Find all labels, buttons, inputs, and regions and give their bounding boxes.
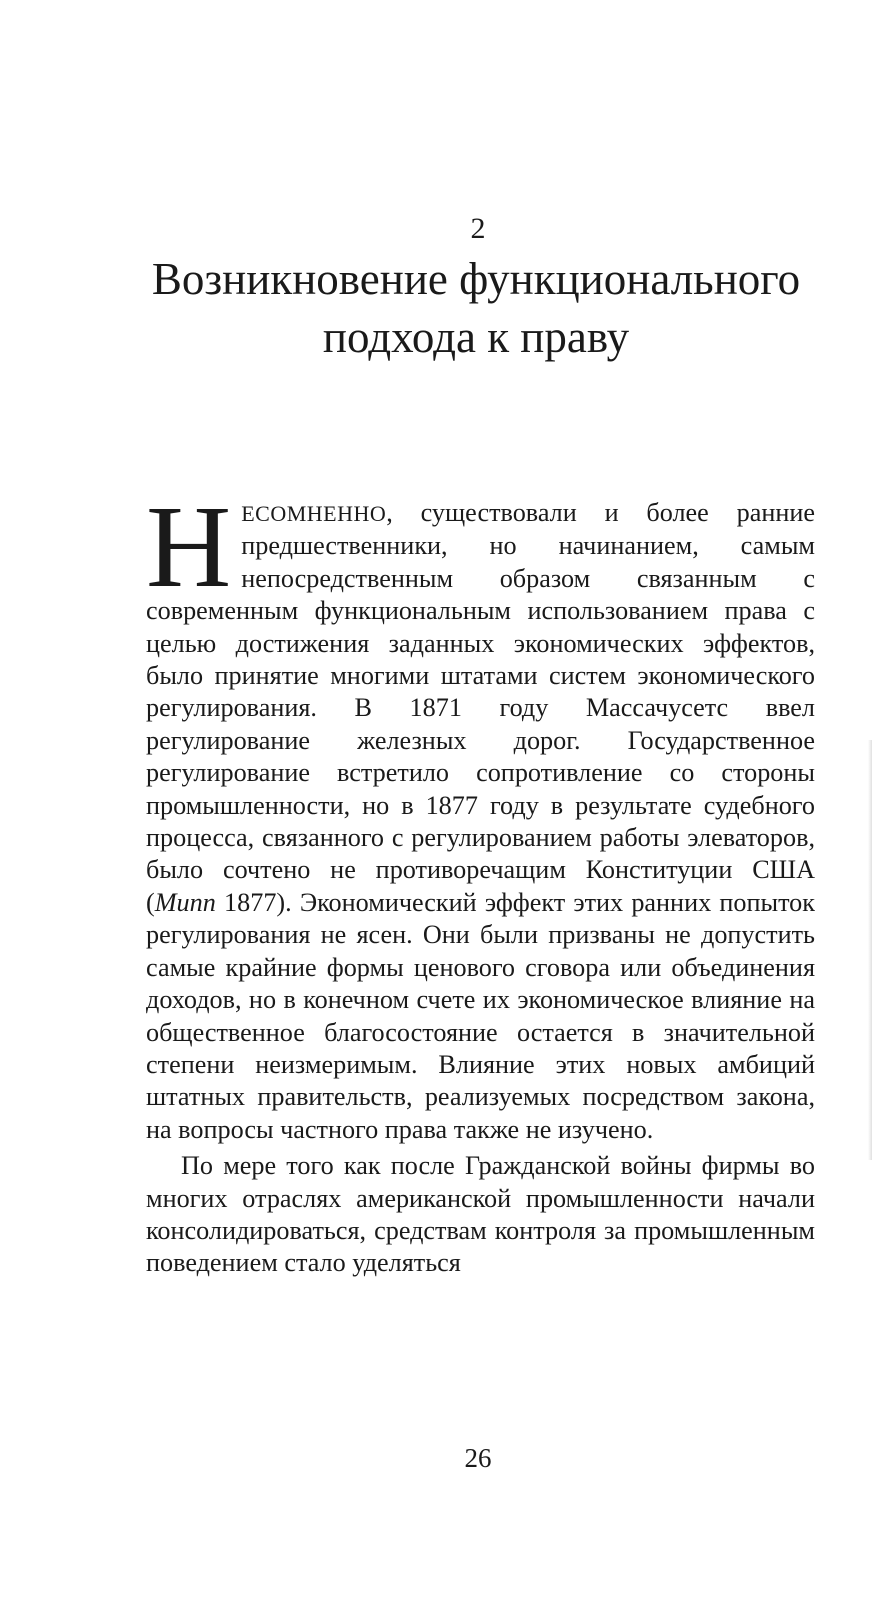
page-edge-shadow xyxy=(868,740,872,1160)
case-citation: Munn xyxy=(154,887,216,917)
drop-cap: Н xyxy=(146,481,232,612)
chapter-title-line-1: Возникновение функционального xyxy=(151,254,801,304)
lead-in: ЕСОМНЕННО xyxy=(241,501,387,526)
chapter-title xyxy=(120,250,832,366)
chapter-number: 2 xyxy=(470,212,486,245)
paragraph-1 xyxy=(146,481,815,1146)
chapter-title-line-2: подхода к праву xyxy=(322,312,630,362)
paragraph-1-text-b: 1877). Экономический эффект этих ранних попыток регулирования не ясен. Они были призваны не допустить самые крайние формы ценового сговора или объединения доходов, но в конечном счете их экономическое влияние на общественное благосостояние остается в значительной степени неизмеримым. Влияние этих новых амбиций штатных правительств, реализуемых посредством закона, на вопросы частного права также не изучено. xyxy=(146,887,815,1144)
body-text xyxy=(146,481,815,1280)
paragraph-1-text-a: , существовали и более ранние предшественники, но начинанием, самым непосредственным образом связанным с современным функциональным использованием права с целью достижения заданных экономических эффектов, было принятие многими штатами систем экономического регулирования. В 1871 году Массачусетс ввел регулирование железных дорог. Государственное регулирование встретило сопротивление со стороны промышленности, но в 1877 году в результате судебного процесса, связанного с регулированием работы элеваторов, было сочтено не противоречащим Конституции США ( xyxy=(146,498,815,917)
page-number: 26 xyxy=(464,1443,492,1473)
paragraph-2: По мере того как после Гражданской войны фирмы во многих отраслях американской промышленности начали консолидироваться, средствам контроля за промышленным поведением стало уделяться xyxy=(146,1151,815,1278)
